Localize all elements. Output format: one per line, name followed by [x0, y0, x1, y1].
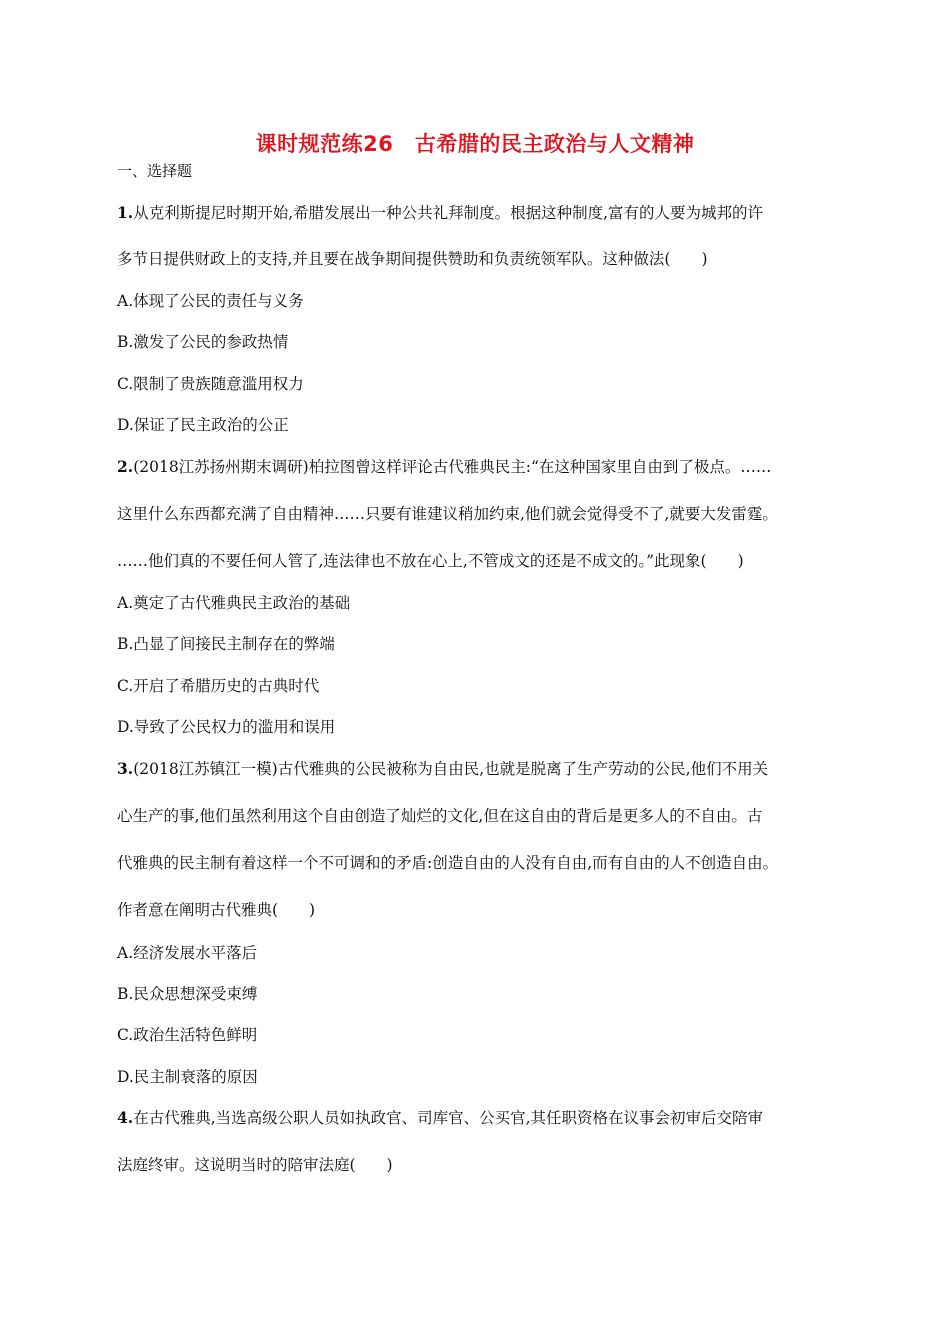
question-4-line-2: 法庭终审。这说明当时的陪审法庭( )	[117, 1156, 393, 1174]
question-1-option-d: D.保证了民主政治的公正	[117, 416, 289, 434]
question-2-line-1: 2.(2018江苏扬州期末调研)柏拉图曾这样评论古代雅典民主:“在这种国家里自由到了极点。……	[117, 457, 772, 476]
question-2-option-a: A.奠定了古代雅典民主政治的基础	[117, 594, 351, 612]
question-3-line-1: 3.(2018江苏镇江一模)古代雅典的公民被称为自由民,也就是脱离了生产劳动的公民,他们不用关	[117, 759, 769, 778]
question-2-line-2: 这里什么东西都充满了自由精神……只要有谁建议稍加约束,他们就会觉得受不了,就要大发雷霆。	[117, 505, 778, 523]
question-1-line-1: 1.从克利斯提尼时期开始,希腊发展出一种公共礼拜制度。根据这种制度,富有的人要为城邦的许	[117, 203, 764, 222]
question-3-line-4: 作者意在阐明古代雅典( )	[117, 901, 316, 919]
question-3-option-c: C.政治生活特色鲜明	[117, 1026, 258, 1044]
question-3-number: 3.	[117, 759, 134, 778]
question-2-line-3: ……他们真的不要任何人管了,连法律也不放在心上,不管成文的还是不成文的。”此现象( )	[117, 552, 744, 570]
question-1-option-b: B.激发了公民的参政热情	[117, 333, 289, 351]
question-4-line-1: 4.在古代雅典,当选高级公职人员如执政官、司库官、公买官,其任职资格在议事会初审后交陪审	[117, 1108, 764, 1127]
question-1-option-a: A.体现了公民的责任与义务	[117, 292, 304, 310]
question-2-option-d: D.导致了公民权力的滥用和误用	[117, 718, 336, 736]
question-3-option-d: D.民主制衰落的原因	[117, 1068, 258, 1086]
question-2-option-c: C.开启了希腊历史的古典时代	[117, 677, 320, 695]
question-3-line-2: 心生产的事,他们虽然利用这个自由创造了灿烂的文化,但在这自由的背后是更多人的不自由。古	[117, 807, 763, 825]
page-title: 课时规范练26 古希腊的民主政治与人文精神	[255, 132, 695, 156]
question-3-line-3: 代雅典的民主制有着这样一个不可调和的矛盾:创造自由的人没有自由,而有自由的人不创造自由。	[117, 854, 779, 872]
question-1-line-2: 多节日提供财政上的支持,并且要在战争期间提供赞助和负责统领军队。这种做法( )	[117, 250, 708, 268]
question-2-option-b: B.凸显了间接民主制存在的弊端	[117, 635, 335, 653]
question-1-option-c: C.限制了贵族随意滥用权力	[117, 375, 304, 393]
section-heading: 一、选择题	[117, 162, 193, 180]
question-2-number: 2.	[117, 457, 134, 476]
question-3-option-b: B.民众思想深受束缚	[117, 985, 258, 1003]
question-4-number: 4.	[117, 1108, 134, 1127]
question-1-number: 1.	[117, 203, 134, 222]
question-3-option-a: A.经济发展水平落后	[117, 944, 258, 962]
